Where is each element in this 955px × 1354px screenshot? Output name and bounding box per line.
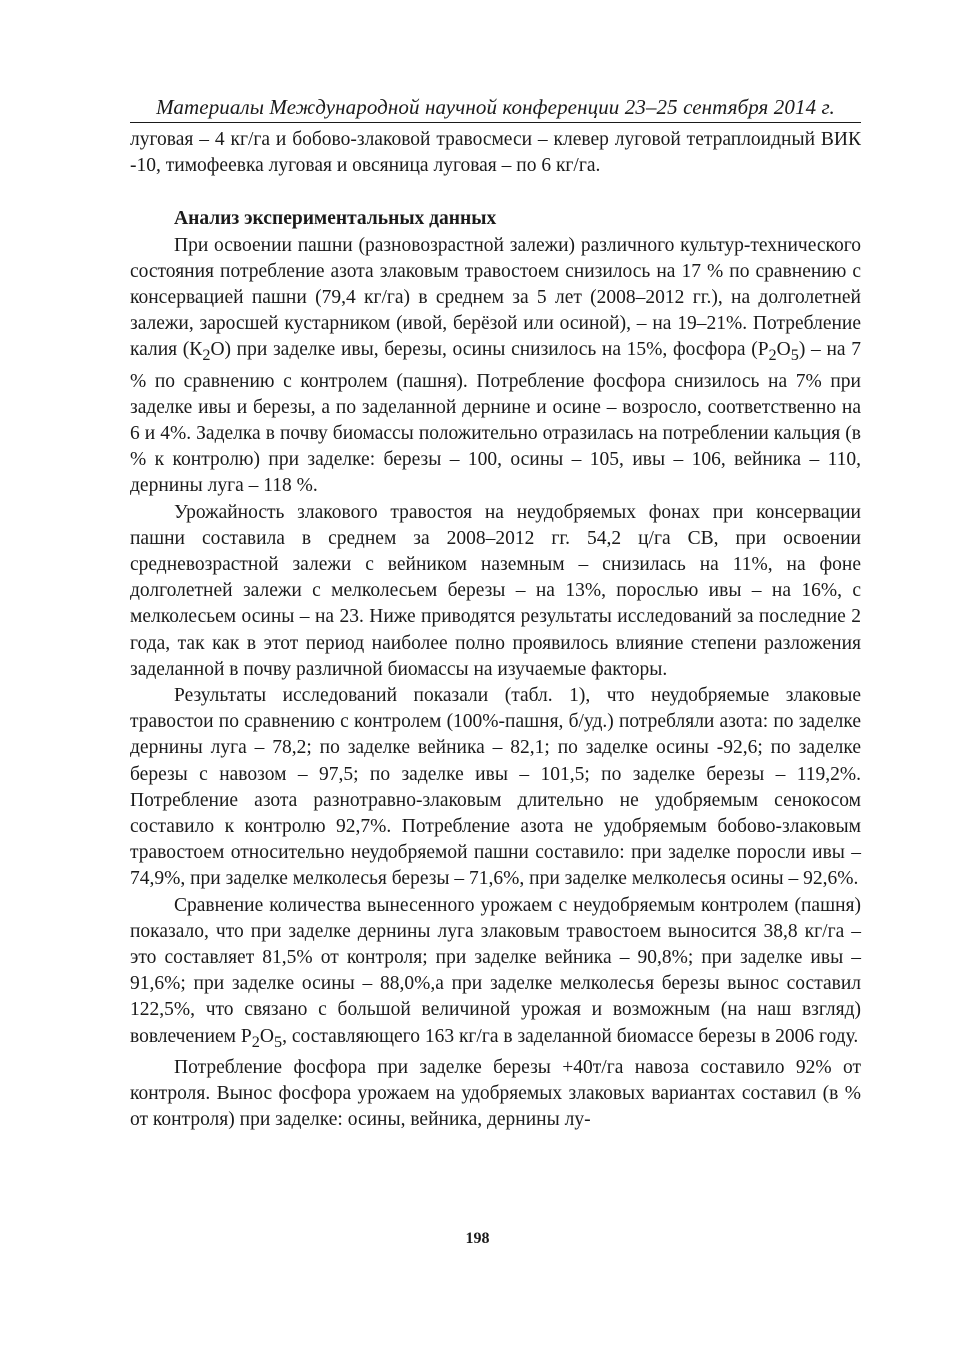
paragraph-1-text-a: При освоении пашни (разновозрастной залежи) различного культур-технического состояния потребление азота злаковым травостоем снизилось на 17 % по сравнению с консервацией пашни (79,4 кг/га) в среднем за 5 лет (2008–2012 гг.), на долголетней залежи, заросшей кустарником (ивой, берёзой или осиной), – на 19–21%. Потребление калия (К <box>130 234 861 361</box>
page-number: 198 <box>465 1230 490 1247</box>
body-text <box>130 127 861 1133</box>
intro-paragraph: луговая – 4 кг/га и бобово-злаковой травосмеси – клевер луговой тетраплоидный ВИК -10, тимофеевка луговая и овсяница луговая – по 6 кг/га. <box>130 129 861 177</box>
paragraph-3: Результаты исследований показали (табл. 1), что неудобряемые злаковые травостои по сравнению с контролем (100%-пашня, б/уд.) потребляли азота: по заделке дернины луга – 78,2; по заделке вейника – 82,1; по заделке осины -92,6; по заделке березы с навозом – 97,5; по заделке ивы – 101,5; по заделке березы – 119,2%. Потребление азота разнотравно-злаковым длительно не удобряемым сенокосом составило к контролю 92,7%. Потребление азота не удобряемым бобово-злаковым травостоем относительно неудобряемой пашни составило: при заделке поросли ивы – 74,9%, при заделке мелколесья березы – 71,6%, при заделке мелколесья осины – 92,6%. <box>130 684 861 890</box>
subscript: 2 <box>251 1032 260 1051</box>
subscript: 2 <box>202 346 211 365</box>
header-rule <box>130 122 861 123</box>
paragraph-1-text-b: О) при заделке ивы, березы, осины снизилось на 15%, фосфора (Р <box>210 339 769 361</box>
paragraph-2: Урожайность злакового травостоя на неудобряемых фонах при консервации пашни составила в среднем за 2008–2012 гг. 54,2 ц/га СВ, при освоении средневозрастной залежи с вейником наземным – снизилась на 11%, на фоне долголетней залежи с мелколесьем березы – на 13%, порослью ивы – на 16%, с мелколесьем осины – на 23. Ниже приводятся результаты исследований за последние 2 года, так как в этот период наиболее полно проявилось влияние степени разложения заделанной в почву различной биомассы на изучаемые факторы. <box>130 501 861 680</box>
paragraph-4-text-b: О <box>259 1025 274 1047</box>
document-page <box>130 94 861 1133</box>
section-heading: Анализ экспериментальных данных <box>174 208 497 230</box>
paragraph-1 <box>130 233 861 500</box>
running-header: Материалы Международной научной конференции 23–25 сентября 2014 г. <box>156 95 835 119</box>
subscript: 5 <box>273 1032 283 1051</box>
paragraph-1-text-c: О <box>776 339 791 361</box>
paragraph-4-text-c: , составляющего 163 кг/га в заделанной биомассе березы в 2006 году. <box>282 1025 859 1047</box>
subscript: 2 <box>768 346 777 365</box>
paragraph-5: Потребление фосфора при заделке березы +40т/га навоза составило 92% от контроля. Вынос фосфора урожаем на удобряемых злаковых вариантах составил (в % от контроля) при заделке: осины, вейника, дернины лу- <box>130 1056 861 1131</box>
paragraph-4-text-a: Сравнение количества вынесенного урожаем с неудобряемым контролем (пашня) показало, что при заделке дернины луга злаковым травостоем выносится 38,8 кг/га – это составляет 81,5% от контроля; при заделке вейника – 90,8%; при заделке ивы – 91,6%; при заделке осины – 88,0%,а при заделке мелколесья березы вынос составил 122,5%, что связано с большой величиной урожая и возможным (на наш взгляд) вовлечением Р <box>130 894 861 1047</box>
paragraph-1-text-d: ) – на 7 % по сравнению с контролем (пашня). Потребление фосфора снизилось на 7% при заделке ивы и березы, а по заделанной дернине и осине – возросло, соответственно на 6 и 4%. Заделка в почву биомассы положительно отразилась на потреблении кальция (в % к контролю) при заделке: березы – 100, осины – 105, ивы – 106, вейника – 110, дернины луга – 118 %. <box>130 339 861 497</box>
subscript: 5 <box>790 346 799 365</box>
paragraph-4 <box>130 893 861 1055</box>
